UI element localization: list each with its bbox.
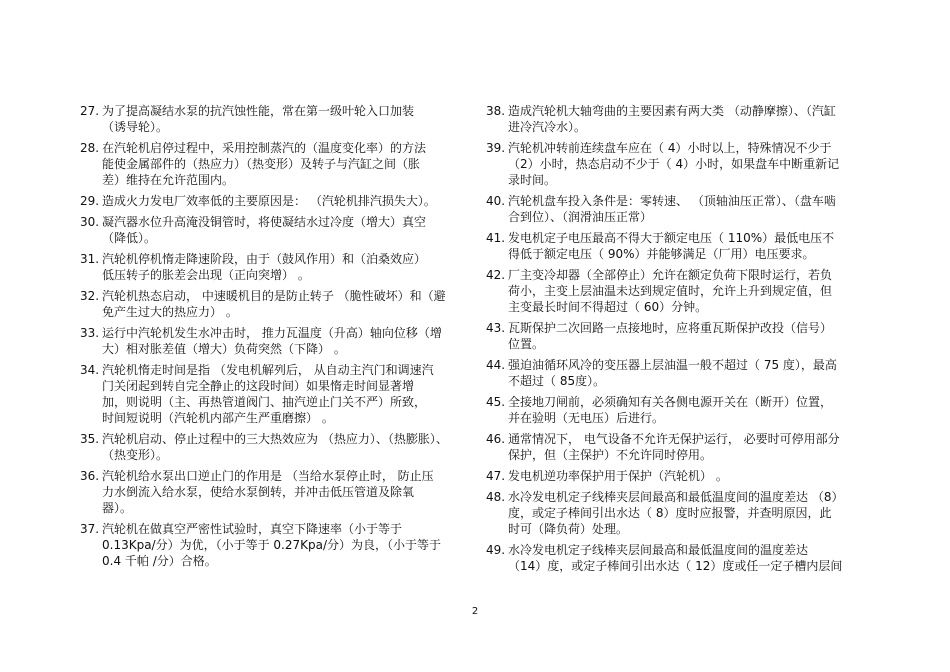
question-number: 45. (486, 395, 506, 409)
question-line (80, 521, 465, 537)
question-line (80, 251, 465, 267)
question-line (486, 172, 871, 188)
question-item (80, 214, 465, 246)
question-text: 瓦斯保护二次回路一点接地时，应将重瓦斯保护改投（信号） (508, 321, 833, 335)
question-item (486, 140, 871, 188)
question-number: 33. (80, 326, 100, 340)
question-text: 加，则说明（主、再热管道阀门、抽汽逆止门关不严）所致， (102, 395, 427, 409)
question-number: 31. (80, 252, 100, 266)
question-text: （14）度，或定子棒间引出水达（ 12）度或任一定子槽内层间 (508, 559, 843, 573)
question-line (80, 325, 465, 341)
question-line (80, 537, 465, 553)
question-number: 48. (486, 490, 506, 504)
question-text: （2）小时，热态启动不少于（ 4）小时，如果盘车中断重新记 (508, 157, 840, 171)
question-line (80, 553, 465, 569)
question-number: 37. (80, 522, 100, 536)
question-number: 43. (486, 321, 506, 335)
question-item (486, 193, 871, 225)
question-item (486, 357, 871, 389)
question-text: 汽轮机冲转前连续盘车应在（ 4）小时以上，特殊情况不少于 (508, 141, 832, 155)
question-text: （诱导轮）。 (102, 120, 169, 134)
question-item (80, 521, 465, 569)
question-text: 汽轮机给水泵出口逆止门的作用是 （当给水泵停止时， 防止压 (102, 469, 434, 483)
question-text: 水冷发电机定子线棒夹层间最高和最低温度间的温度差达 （8） (508, 490, 844, 504)
question-line (486, 489, 871, 505)
question-text: 时间短说明（汽轮机内部产生严重磨擦） 。 (102, 411, 334, 425)
question-line (80, 288, 465, 304)
question-text: 汽轮机在做真空严密性试验时，真空下降速率（小于等于 (102, 522, 403, 536)
question-item (486, 489, 871, 537)
question-line (80, 172, 465, 188)
question-item (80, 325, 465, 357)
question-line (486, 156, 871, 172)
question-line (486, 505, 871, 521)
question-text: 门关闭起到转自完全静止的这段时间）如果惰走时间显著增 (102, 379, 415, 393)
question-line (80, 410, 465, 426)
question-line (80, 304, 465, 320)
question-text: 通常情况下， 电气设备不允许无保护运行， 必要时可停用部分 (508, 432, 840, 446)
question-number: 46. (486, 432, 506, 446)
question-line (80, 267, 465, 283)
question-text: 得低于额定电压（ 90%）并能够满足（厂用）电压要求。 (508, 247, 815, 261)
question-line (80, 447, 465, 463)
question-number: 29. (80, 194, 100, 208)
question-text: 水冷发电机定子线棒夹层间最高和最低温度间的温度差达 (508, 543, 809, 557)
question-item (486, 431, 871, 463)
question-line (486, 410, 871, 426)
question-number: 40. (486, 194, 506, 208)
left-column (80, 103, 465, 574)
question-line (486, 103, 871, 119)
question-text: 免产生过大的热应力） 。 (102, 305, 238, 319)
question-item (80, 288, 465, 320)
question-line (486, 468, 871, 484)
question-line (80, 214, 465, 230)
question-line (80, 140, 465, 156)
question-item (486, 394, 871, 426)
question-line (486, 320, 871, 336)
question-line (80, 193, 465, 209)
question-number: 36. (80, 469, 100, 483)
question-item (486, 542, 871, 574)
question-text: 为了提高凝结水泵的抗汽蚀性能，常在第一级叶轮入口加装 (102, 104, 415, 118)
question-line (486, 299, 871, 315)
question-text: 合到位）、（润滑油压正常） (508, 210, 653, 224)
question-text: 位置。 (508, 337, 545, 351)
question-text: 大）相对胀差值（增大）负荷突然（下降） 。 (102, 342, 346, 356)
question-line (80, 484, 465, 500)
question-text: 0.4 千帕 /分）合格。 (102, 554, 217, 568)
question-text: 凝汽器水位升高淹没铜管时，将使凝结水过冷度（增大）真空 (102, 215, 427, 229)
question-line (486, 558, 871, 574)
question-item (80, 103, 465, 135)
question-item (80, 362, 465, 426)
question-line (80, 341, 465, 357)
question-text: 进冷汽冷水）。 (508, 120, 587, 134)
question-item (80, 140, 465, 188)
question-line (80, 362, 465, 378)
question-number: 47. (486, 469, 506, 483)
question-text: 汽轮机停机惰走降速阶段，由于（鼓风作用）和（泊桑效应） (102, 252, 427, 266)
question-number: 32. (80, 289, 100, 303)
question-text: 全接地刀闸前，必须确知有关各侧电源开关在（断开）位置， (508, 395, 833, 409)
question-line (486, 373, 871, 389)
question-text: 差）维持在允许范围内。 (102, 173, 235, 187)
question-text: 不超过（ 85度）。 (508, 374, 606, 388)
question-text: 强迫油循环风冷的变压器上层油温一般不超过（ 75 度），最高 (508, 358, 837, 372)
question-line (486, 336, 871, 352)
question-text: 并在验明（无电压）后进行。 (508, 411, 665, 425)
question-line (486, 140, 871, 156)
question-text: 厂主变冷却器（全部停止）允许在额定负荷下限时运行，若负 (508, 268, 833, 282)
question-line (486, 119, 871, 135)
question-text: 汽轮机启动、停止过程中的三大热效应为 （热应力）、（热膨胀）、 (102, 432, 448, 446)
question-text: （降低）。 (102, 231, 157, 245)
question-line (486, 230, 871, 246)
question-item (80, 431, 465, 463)
question-text: 器）。 (102, 501, 133, 515)
right-column (486, 103, 871, 579)
question-line (486, 431, 871, 447)
question-text: 造成汽轮机大轴弯曲的主要因素有两大类 （动静摩擦）、（汽缸 (508, 104, 836, 118)
question-text: 汽轮机惰走时间是指 （发电机解列后， 从自动主汽门和调速汽 (102, 363, 434, 377)
question-number: 49. (486, 543, 506, 557)
question-item (486, 267, 871, 315)
question-number: 30. (80, 215, 100, 229)
question-text: 汽轮机盘车投入条件是：零转速、 （顶轴油压正常）、（盘车啮 (508, 194, 836, 208)
question-number: 27. (80, 104, 100, 118)
question-text: 运行中汽轮机发生水冲击时， 推力瓦温度（升高）轴向位移（增 (102, 326, 442, 340)
question-text: 造成火力发电厂效率低的主要原因是： （汽轮机排汽损失大）。 (102, 194, 436, 208)
question-line (486, 394, 871, 410)
question-line (80, 230, 465, 246)
question-line (80, 378, 465, 394)
question-number: 42. (486, 268, 506, 282)
page-number: 2 (471, 606, 479, 617)
question-text: 低压转子的胀差会出现（正向突增） 。 (102, 268, 310, 282)
question-text: 发电机逆功率保护用于保护（汽轮机） 。 (508, 469, 728, 483)
question-item (486, 230, 871, 262)
question-text: 能使金属部件的（热应力）（热变形）及转子与汽缸之间（胀 (102, 157, 421, 171)
question-line (486, 521, 871, 537)
question-line (486, 267, 871, 283)
question-item (486, 320, 871, 352)
question-number: 44. (486, 358, 506, 372)
question-item (80, 251, 465, 283)
question-line (80, 119, 465, 135)
question-text: 主变最长时间不得超过（ 60）分钟。 (508, 300, 708, 314)
question-item (486, 468, 871, 484)
question-text: 保护，但（主保护）不允许同时停用。 (508, 448, 713, 462)
question-text: 录时间。 (508, 173, 557, 187)
question-line (80, 103, 465, 119)
question-number: 35. (80, 432, 100, 446)
question-item (486, 103, 871, 135)
question-text: （热变形）。 (102, 448, 169, 462)
question-line (486, 447, 871, 463)
question-line (486, 209, 871, 225)
question-item (80, 193, 465, 209)
question-line (80, 156, 465, 172)
question-line (486, 283, 871, 299)
question-number: 34. (80, 363, 100, 377)
question-line (486, 357, 871, 373)
question-text: 0.13Kpa/分）为优，（小于等于 0.27Kpa/分）为良，（小于等于 (102, 538, 442, 552)
question-text: 时可（降负荷）处理。 (508, 522, 629, 536)
question-number: 28. (80, 141, 100, 155)
question-text: 荷小，主变上层油温未达到规定值时，允许上升到规定值，但 (508, 284, 833, 298)
question-text: 在汽轮机启停过程中，采用控制蒸汽的（温度变化率）的方法 (102, 141, 427, 155)
question-text: 力水倒流入给水泵，使给水泵倒转，并冲击低压管道及除氧 (102, 485, 415, 499)
question-text: 度，或定子棒间引出水达（ 8）度时应报警，并查明原因，此 (508, 506, 832, 520)
question-line (80, 500, 465, 516)
question-line (80, 431, 465, 447)
question-text: 汽轮机热态启动， 中速暖机目的是防止转子 （脆性破坏）和（避 (102, 289, 446, 303)
question-number: 38. (486, 104, 506, 118)
question-line (80, 468, 465, 484)
question-text: 发电机定子电压最高不得大于额定电压（ 110%）最低电压不 (508, 231, 835, 245)
question-line (486, 542, 871, 558)
question-item (80, 468, 465, 516)
question-line (80, 394, 465, 410)
question-number: 41. (486, 231, 506, 245)
question-number: 39. (486, 141, 506, 155)
question-line (486, 193, 871, 209)
question-line (486, 246, 871, 262)
